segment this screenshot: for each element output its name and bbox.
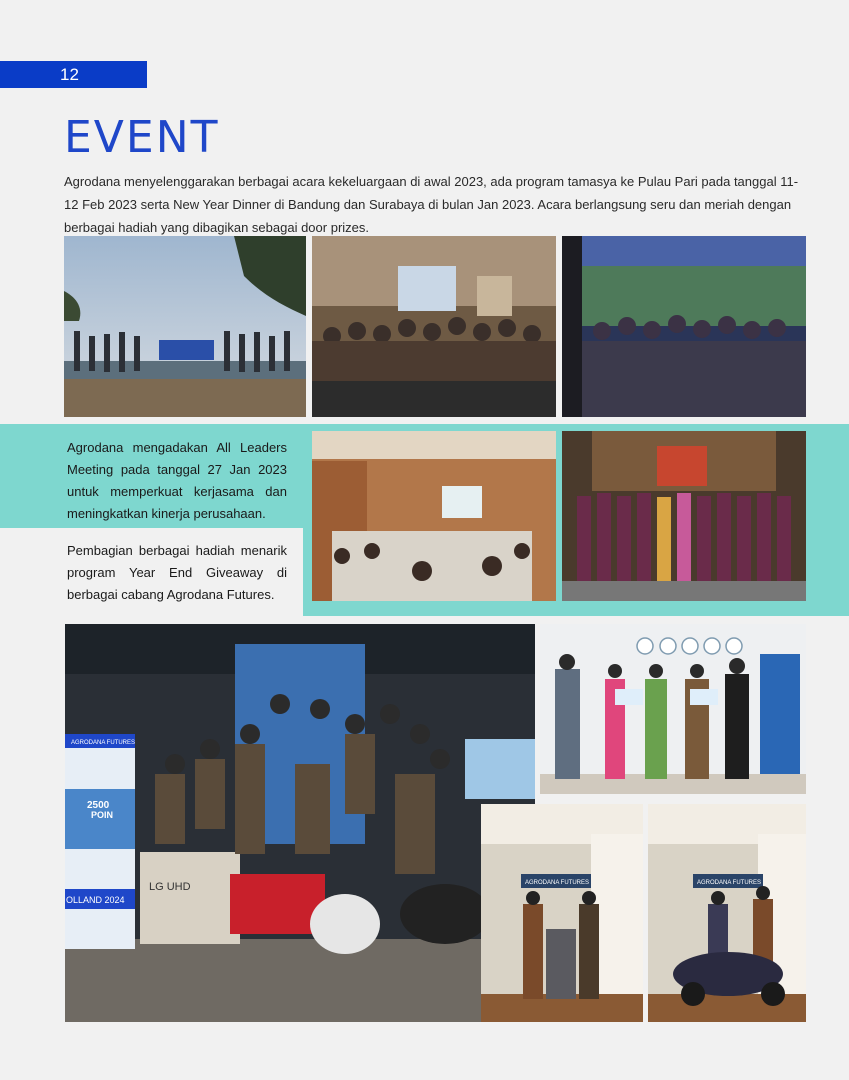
photo-giveaway-winners [65,624,535,1022]
photo-beach-group [64,236,306,417]
banner-holland-text: OLLAND 2024 [66,895,125,905]
page-number: 12 [60,65,79,84]
banner-brand-text: AGRODANA FUTURES [71,740,136,746]
giveaway-caption: Pembagian berbagai hadiah menarik program Year End Giveaway di berbagai cabang Agrodana Futures. [67,543,287,602]
photo-rooftop-dinner [562,236,806,417]
page-number-badge [0,61,147,88]
photo-leaders-meeting [312,431,556,601]
office-sign-text-1: AGRODANA FUTURES [525,880,590,886]
leaders-meeting-caption: Agrodana mengadakan All Leaders Meeting pada tanggal 27 Jan 2023 untuk memperkuat kerjasama dan meningkatkan kinerja perusahaan. [67,440,287,521]
photo-handover-bike [648,804,806,1022]
banner-points-unit-text: POIN [91,810,114,820]
intro-paragraph: Agrodana menyelenggarakan berbagai acara kekeluargaan di awal 2023, ada program tamasya ke Pulau Pari pada tanggal 11-12 Feb 2023 serta New Year Dinner di Bandung dan Surabaya di bulan Jan 2023. Acara berlangsung seru dan meriah dengan berbagai hadiah yang dibagikan sebagai door prizes. [64,174,799,235]
banner-points-text: 2500 [87,800,110,811]
photo-handover-blender [481,804,643,1022]
page-title: EVENT [64,112,220,163]
office-sign-text-2: AGRODANA FUTURES [697,880,762,886]
tv-box-text: LG UHD [149,881,191,893]
photo-branch-winners [540,624,806,794]
photo-new-year-dinner [312,236,556,417]
photo-team-lobby [562,431,806,601]
